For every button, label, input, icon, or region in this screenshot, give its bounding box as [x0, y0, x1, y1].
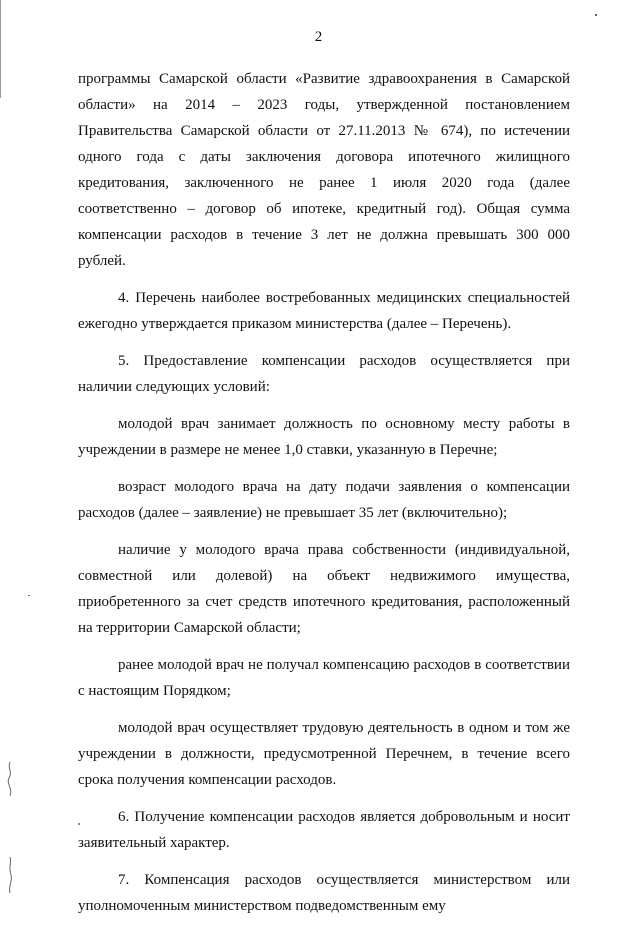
document-body: [78, 66, 570, 930]
scan-margin-mark: [6, 760, 14, 798]
scan-edge-line: [0, 0, 1, 98]
condition-continuous-employment: молодой врач осуществляет трудовую деятельность в одном и том же учреждении в должности, предусмотренной Перечнем, в течение всего срока получения компенсации расходов.: [78, 720, 570, 788]
condition-position: молодой врач занимает должность по основному месту работы в учреждении в размере не менее 1,0 ставки, указанную в Перечне;: [78, 416, 570, 458]
paragraph-item-7: 7. Компенсация расходов осуществляется министерством или уполномоченным министерством подведомственным ему: [78, 872, 570, 914]
page-number: 2: [314, 29, 323, 45]
condition-no-prior-compensation: ранее молодой врач не получал компенсацию расходов в соответствии с настоящим Порядком;: [78, 657, 570, 699]
condition-age: возраст молодого врача на дату подачи заявления о компенсации расходов (далее – заявление) не превышает 35 лет (включительно);: [78, 479, 570, 521]
scan-speck: [595, 14, 597, 16]
paragraph-item-5: 5. Предоставление компенсации расходов осуществляется при наличии следующих условий:: [78, 353, 570, 395]
condition-ownership: наличие у молодого врача права собственности (индивидуальной, совместной или долевой) на объект недвижимого имущества, приобретенного за счет средств ипотечного кредитования, расположенный на территории Самарской области;: [78, 542, 570, 636]
paragraph-item-6: 6. Получение компенсации расходов является добровольным и носит заявительный характер.: [78, 809, 570, 851]
paragraph-compensation-terms: программы Самарской области «Развитие здравоохранения в Самарской области» на 2014 – 2023 годы, утвержденной постановлением Правительства Самарской области от 27.11.2013 № 674), по истечении одного года с даты заключения договора ипотечного жилищного кредитования, заключенного не ранее 1 июля 2020 года (далее соответственно – договор об ипотеке, кредитный год). Общая сумма компенсации расходов в течение 3 лет не должна превышать 300 000 рублей.: [78, 71, 570, 269]
scan-margin-mark: [6, 855, 14, 895]
scan-speck: [28, 595, 30, 596]
paragraph-item-4: 4. Перечень наиболее востребованных медицинских специальностей ежегодно утверждается приказом министерства (далее – Перечень).: [78, 290, 570, 332]
